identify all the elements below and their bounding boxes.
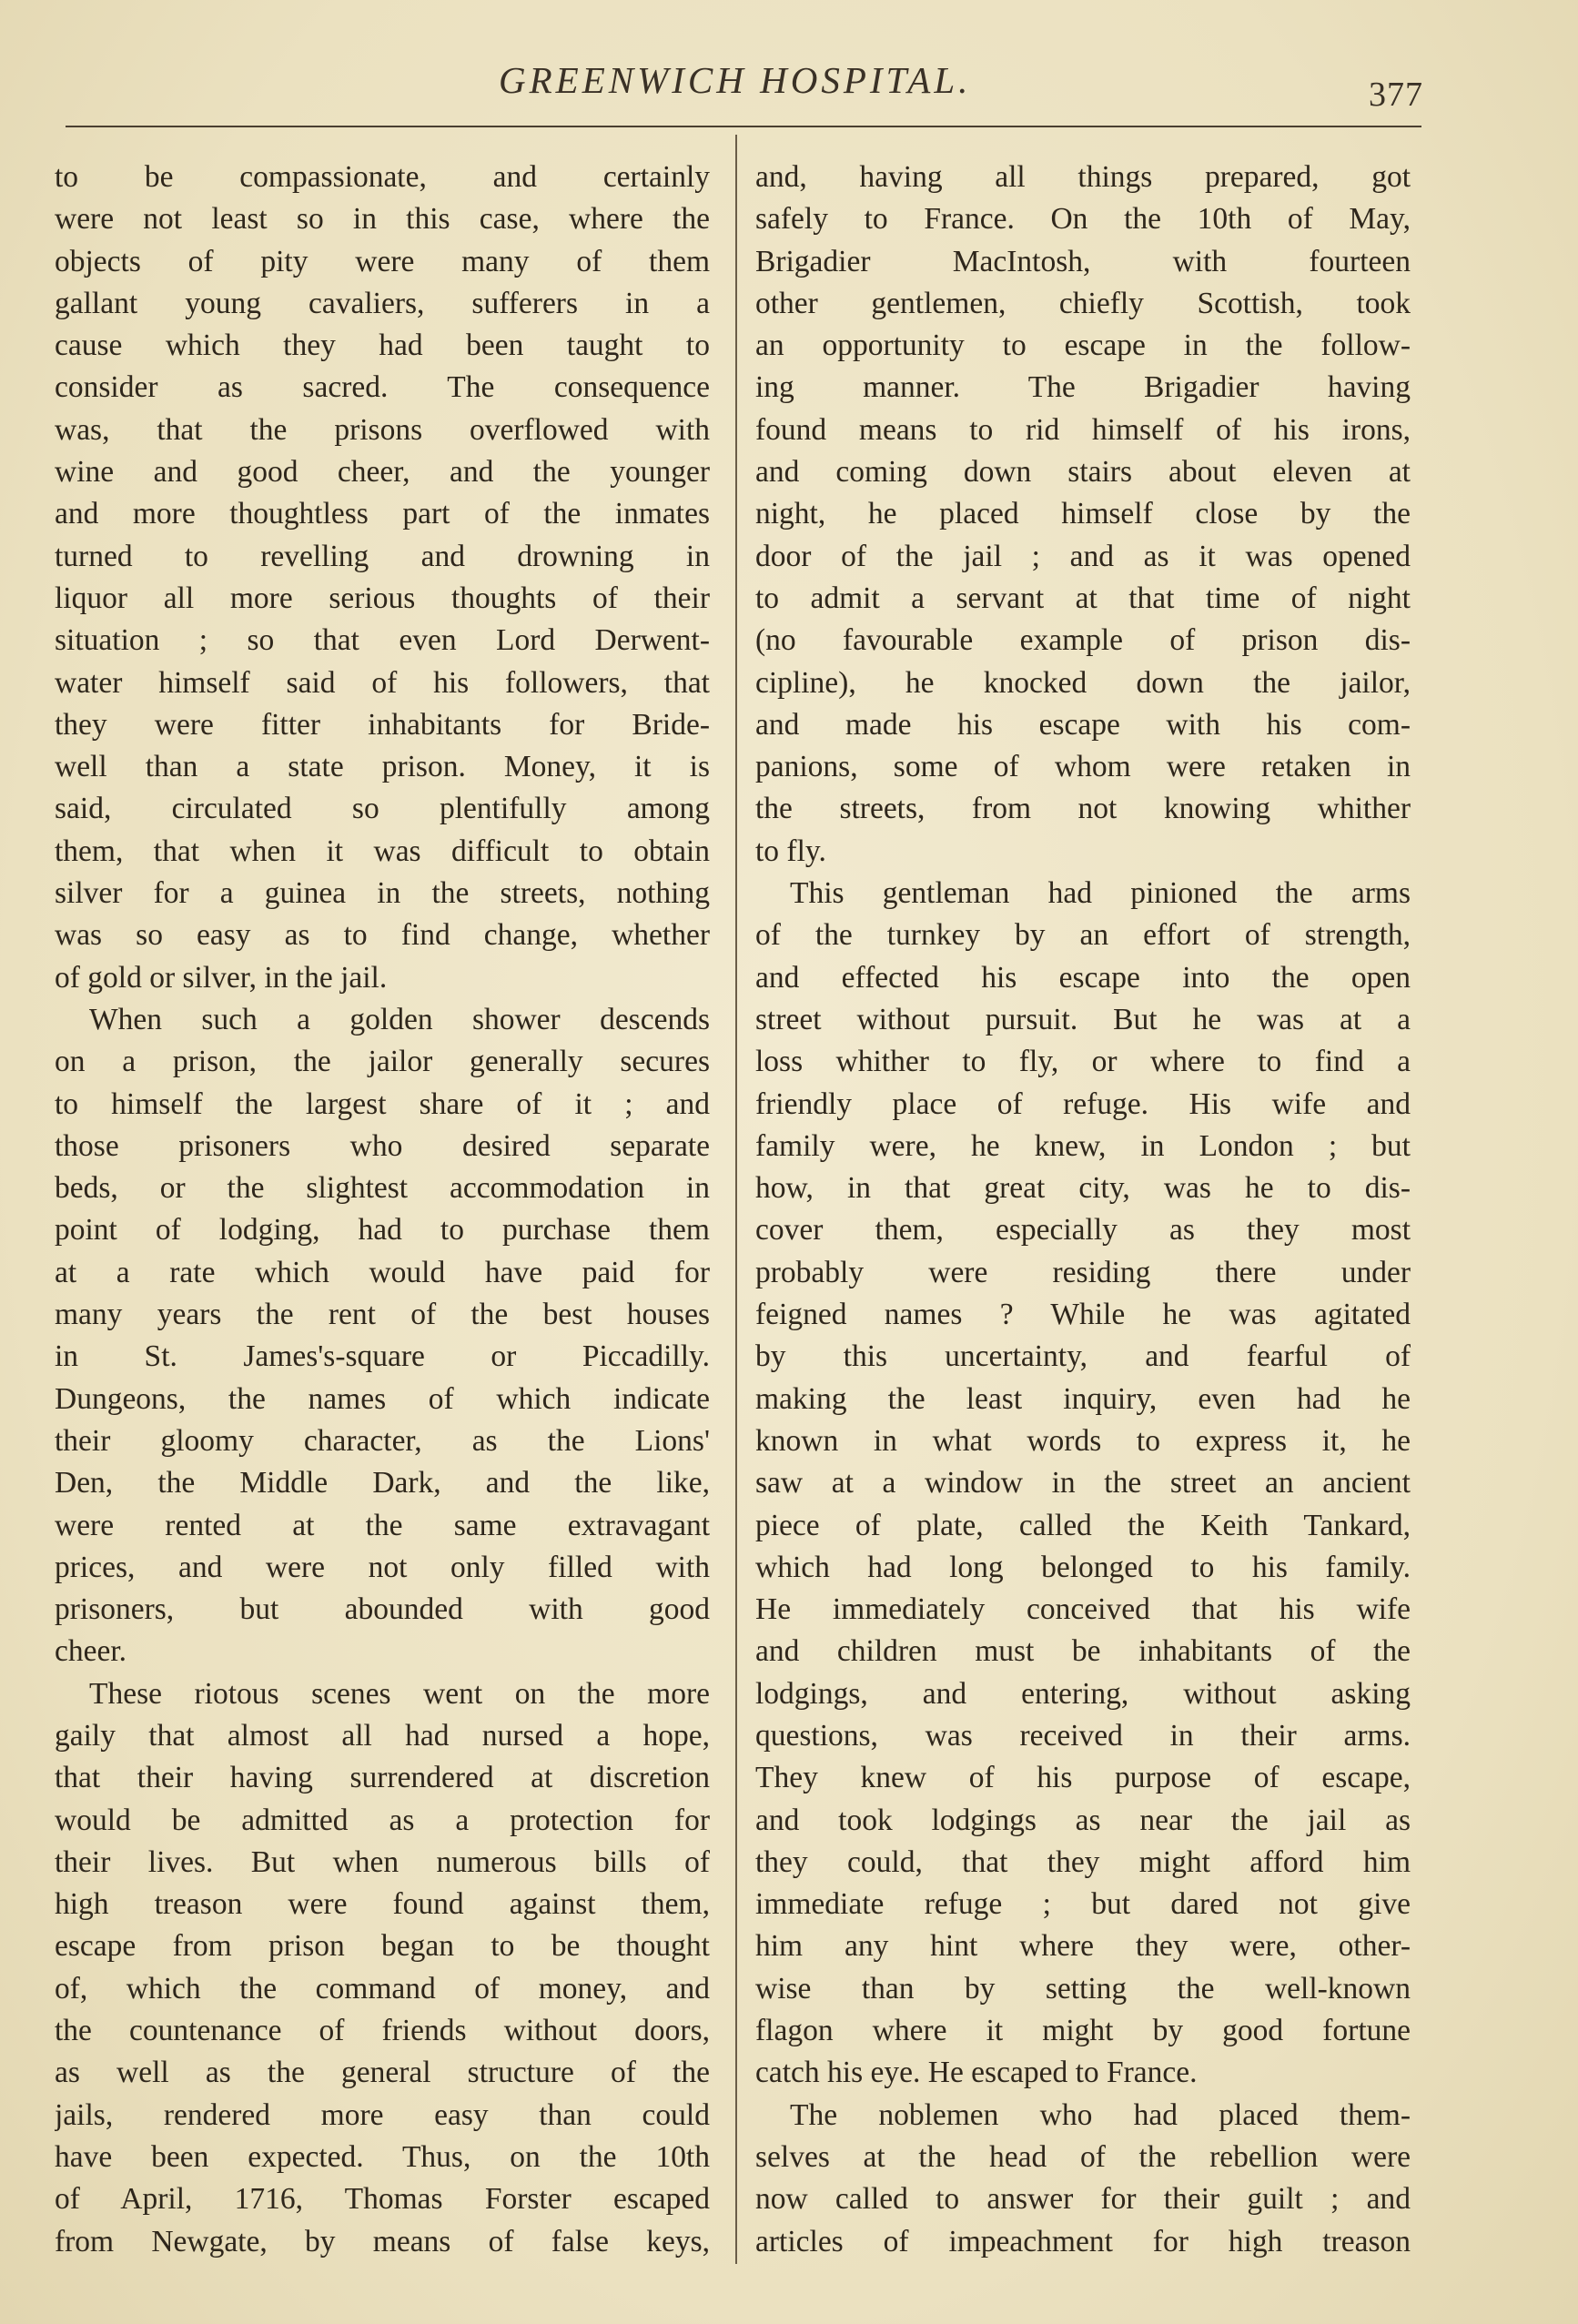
text-column-left — [55, 157, 710, 2263]
text-line: family were, he knew, in London ; but — [755, 1128, 1411, 1163]
text-line: that their having surrendered at discretion — [55, 1761, 710, 1795]
text-line: and made his escape with his com- — [755, 707, 1411, 742]
text-line: safely to France. On the 10th of May, — [755, 202, 1411, 237]
text-line: have been expected. Thus, on the 10th — [55, 2139, 710, 2174]
text-line: friendly place of refuge. His wife and — [755, 1086, 1411, 1121]
text-line: of gold or silver, in the jail. — [55, 960, 388, 995]
text-line: was, that the prisons overflowed with — [55, 412, 710, 447]
text-line: silver for a guinea in the streets, nothing — [55, 876, 710, 911]
text-line: how, in that great city, was he to dis- — [755, 1171, 1411, 1206]
text-line: piece of plate, called the Keith Tankard, — [755, 1508, 1411, 1542]
text-line: the countenance of friends without doors, — [55, 2014, 710, 2048]
text-line: Brigadier MacIntosh, with fourteen — [755, 244, 1411, 278]
text-line: gallant young cavaliers, sufferers in a — [55, 286, 710, 320]
text-line: to himself the largest share of it ; and — [55, 1086, 710, 1121]
text-line: they could, that they might afford him — [755, 1844, 1411, 1879]
text-line: cause which they had been taught to — [55, 328, 710, 363]
text-line: said, circulated so plentifully among — [55, 792, 710, 826]
text-line: were rented at the same extravagant — [55, 1508, 710, 1542]
text-line: The noblemen who had placed them- — [790, 2097, 1411, 2132]
text-line: from Newgate, by means of false keys, — [55, 2224, 710, 2258]
text-column-right — [755, 157, 1411, 2263]
text-line: their lives. But when numerous bills of — [55, 1844, 710, 1879]
text-line: found means to rid himself of his irons, — [755, 412, 1411, 447]
text-line: cipline), he knocked down the jailor, — [755, 665, 1411, 700]
text-line: at a rate which would have paid for — [55, 1255, 710, 1289]
text-line: by this uncertainty, and fearful of — [755, 1339, 1411, 1374]
text-line: escape from prison began to be thought — [55, 1929, 710, 1964]
text-line: night, he placed himself close by the — [755, 497, 1411, 531]
text-line: the streets, from not knowing whither — [755, 792, 1411, 826]
text-line: selves at the head of the rebellion were — [755, 2139, 1411, 2174]
text-line: and more thoughtless part of the inmates — [55, 497, 710, 531]
text-line: When such a golden shower descends — [89, 1002, 710, 1036]
text-line: of April, 1716, Thomas Forster escaped — [55, 2182, 710, 2217]
text-line: and children must be inhabitants of the — [755, 1634, 1411, 1669]
text-line: flagon where it might by good fortune — [755, 2014, 1411, 2048]
text-line: cover them, especially as they most — [755, 1213, 1411, 1248]
text-line: their gloomy character, as the Lions' — [55, 1423, 710, 1458]
text-line: cheer. — [55, 1634, 127, 1669]
text-line: jails, rendered more easy than could — [55, 2097, 710, 2132]
text-line: beds, or the slightest accommodation in — [55, 1171, 710, 1206]
column-divider — [735, 135, 737, 2264]
text-line: He immediately conceived that his wife — [755, 1592, 1411, 1627]
text-line: They knew of his purpose of escape, — [755, 1761, 1411, 1795]
text-line: catch his eye. He escaped to France. — [755, 2056, 1198, 2090]
text-line: These riotous scenes went on the more — [89, 1676, 710, 1711]
text-line: of the turnkey by an effort of strength, — [755, 918, 1411, 953]
text-line: situation ; so that even Lord Derwent- — [55, 623, 710, 658]
text-line: on a prison, the jailor generally secures — [55, 1045, 710, 1079]
text-line: articles of impeachment for high treason — [755, 2224, 1411, 2258]
text-line: wine and good cheer, and the younger — [55, 455, 710, 490]
text-line: immediate refuge ; but dared not give — [755, 1887, 1411, 1922]
text-line: point of lodging, had to purchase them — [55, 1213, 710, 1248]
text-line: wise than by setting the well-known — [755, 1971, 1411, 2006]
text-line: would be admitted as a protection for — [55, 1803, 710, 1837]
text-line: turned to revelling and drowning in — [55, 539, 710, 573]
text-line: door of the jail ; and as it was opened — [755, 539, 1411, 573]
text-line: and coming down stairs about eleven at — [755, 455, 1411, 490]
text-line: to fly. — [755, 834, 826, 868]
text-line: feigned names ? While he was agitated — [755, 1298, 1411, 1332]
text-line: water himself said of his followers, that — [55, 665, 710, 700]
text-line: lodgings, and entering, without asking — [755, 1676, 1411, 1711]
text-line: loss whither to fly, or where to find a — [755, 1045, 1411, 1079]
text-line: ing manner. The Brigadier having — [755, 370, 1411, 405]
text-line: and took lodgings as near the jail as — [755, 1803, 1411, 1837]
text-line: consider as sacred. The consequence — [55, 370, 710, 405]
text-line: they were fitter inhabitants for Bride- — [55, 707, 710, 742]
text-line: as well as the general structure of the — [55, 2056, 710, 2090]
text-line: in St. James's-square or Piccadilly. — [55, 1339, 710, 1374]
text-line: prisoners, but abounded with good — [55, 1592, 710, 1627]
text-line: This gentleman had pinioned the arms — [790, 876, 1411, 911]
text-line: high treason were found against them, — [55, 1887, 710, 1922]
text-line: known in what words to express it, he — [755, 1423, 1411, 1458]
text-line: gaily that almost all had nursed a hope, — [55, 1718, 710, 1753]
text-line: well than a state prison. Money, it is — [55, 750, 710, 784]
header-rule — [66, 126, 1421, 127]
text-line: and, having all things prepared, got — [755, 160, 1411, 194]
text-line: saw at a window in the street an ancient — [755, 1466, 1411, 1500]
text-line: those prisoners who desired separate — [55, 1128, 710, 1163]
text-line: questions, was received in their arms. — [755, 1718, 1411, 1753]
text-line: street without pursuit. But he was at a — [755, 1002, 1411, 1036]
text-line: many years the rent of the best houses — [55, 1298, 710, 1332]
text-line: panions, some of whom were retaken in — [755, 750, 1411, 784]
text-line: other gentlemen, chiefly Scottish, took — [755, 286, 1411, 320]
text-line: Den, the Middle Dark, and the like, — [55, 1466, 710, 1500]
text-line: (no favourable example of prison dis- — [755, 623, 1411, 658]
text-line: to admit a servant at that time of night — [755, 581, 1411, 615]
text-line: liquor all more serious thoughts of their — [55, 581, 710, 615]
text-line: making the least inquiry, even had he — [755, 1381, 1411, 1416]
text-line: which had long belonged to his family. — [755, 1550, 1411, 1584]
text-line: them, that when it was difficult to obtain — [55, 834, 710, 868]
text-line: now called to answer for their guilt ; and — [755, 2182, 1411, 2217]
text-line: to be compassionate, and certainly — [55, 160, 710, 194]
text-line: were not least so in this case, where the — [55, 202, 710, 237]
text-line: him any hint where they were, other- — [755, 1929, 1411, 1964]
text-line: and effected his escape into the open — [755, 960, 1411, 995]
text-line: was so easy as to find change, whether — [55, 918, 710, 953]
text-line: probably were residing there under — [755, 1255, 1411, 1289]
text-line: prices, and were not only filled with — [55, 1550, 710, 1584]
text-line: an opportunity to escape in the follow- — [755, 328, 1411, 363]
running-title: GREENWICH HOSPITAL. — [499, 59, 972, 101]
page-number: 377 — [1369, 76, 1423, 114]
text-line: objects of pity were many of them — [55, 244, 710, 278]
text-line: Dungeons, the names of which indicate — [55, 1381, 710, 1416]
text-line: of, which the command of money, and — [55, 1971, 710, 2006]
